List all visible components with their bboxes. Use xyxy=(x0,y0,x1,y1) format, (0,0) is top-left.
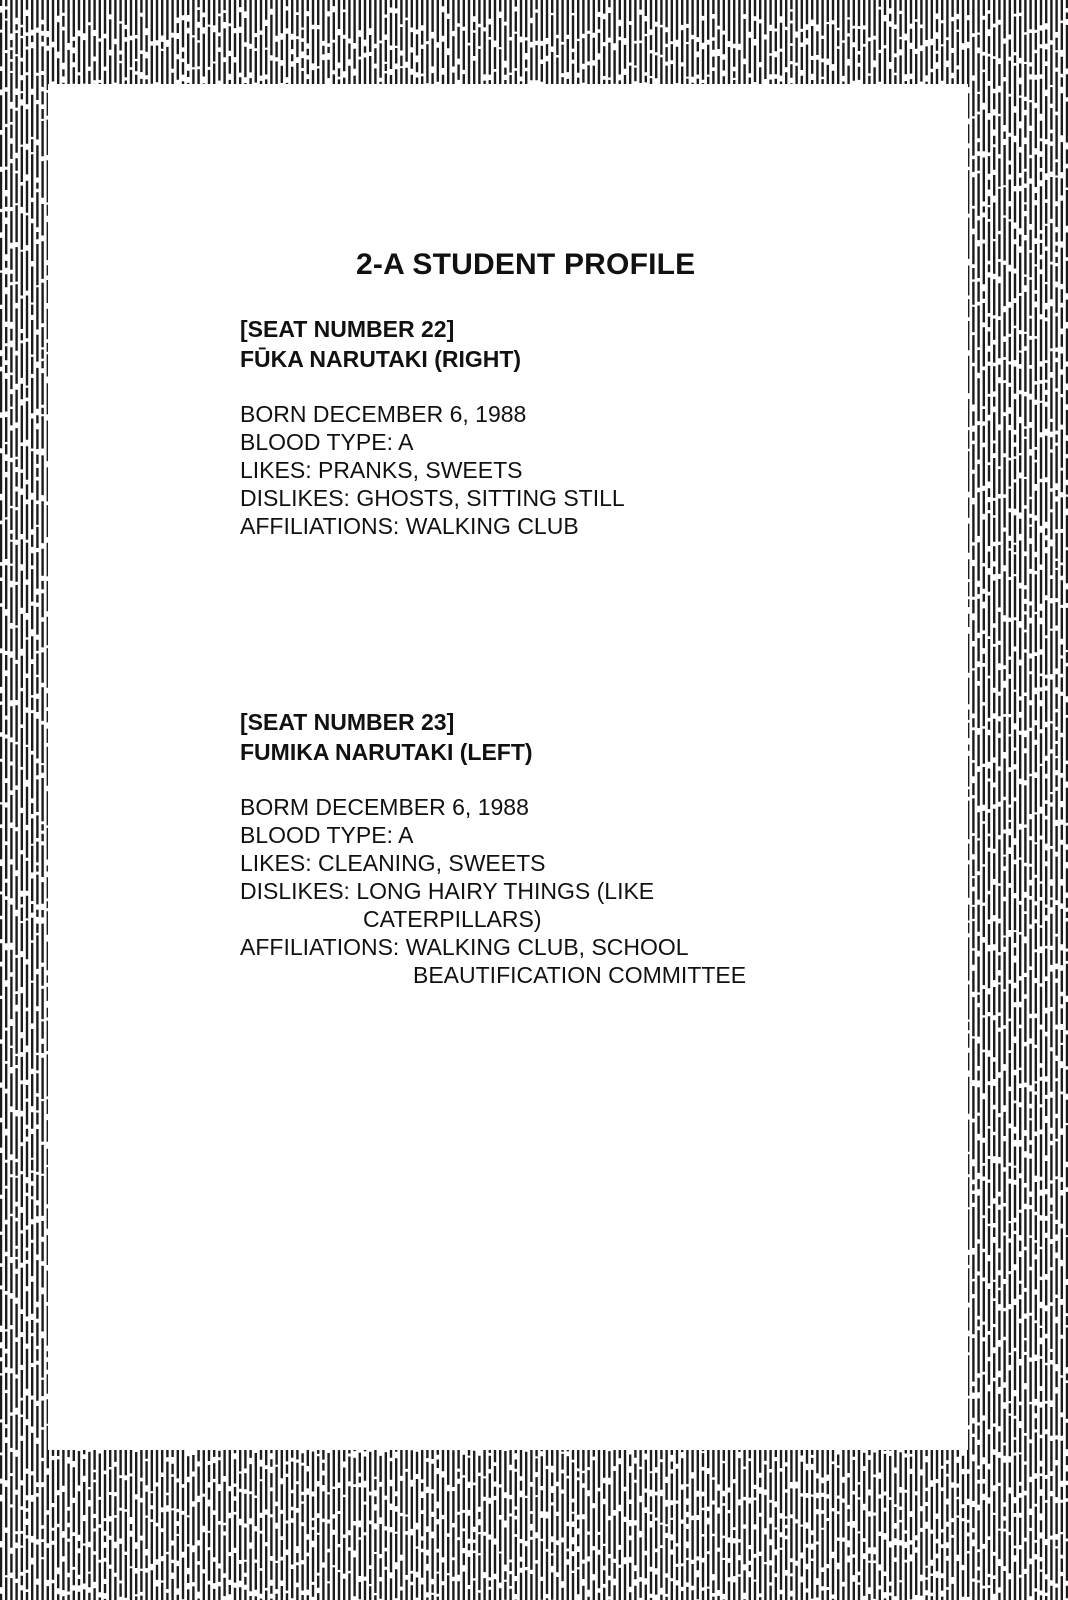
student-name: FUMIKA NARUTAKI (LEFT) xyxy=(240,739,533,765)
student-name: FŪKA NARUTAKI (RIGHT) xyxy=(240,346,522,372)
birth-date: BORN DECEMBER 6, 1988 xyxy=(240,401,527,427)
dislikes: DISLIKES: GHOSTS, SITTING STILL xyxy=(240,485,625,511)
page-title: 2-A STUDENT PROFILE xyxy=(356,248,696,281)
content-panel xyxy=(48,84,968,1450)
affiliations: AFFILIATIONS: WALKING CLUB xyxy=(240,513,579,539)
blood-type: BLOOD TYPE: A xyxy=(240,822,414,848)
affiliations-continued: BEAUTIFICATION COMMITTEE xyxy=(413,962,747,988)
dislikes: DISLIKES: LONG HAIRY THINGS (LIKE xyxy=(240,878,655,904)
birth-date: BORM DECEMBER 6, 1988 xyxy=(240,794,529,820)
likes: LIKES: PRANKS, SWEETS xyxy=(240,457,523,483)
seat-number: [SEAT NUMBER 22] xyxy=(240,316,455,342)
seat-number: [SEAT NUMBER 23] xyxy=(240,709,455,735)
blood-type: BLOOD TYPE: A xyxy=(240,429,414,455)
likes: LIKES: CLEANING, SWEETS xyxy=(240,850,546,876)
affiliations: AFFILIATIONS: WALKING CLUB, SCHOOL xyxy=(240,934,689,960)
dislikes-continued: CATERPILLARS) xyxy=(363,906,542,932)
